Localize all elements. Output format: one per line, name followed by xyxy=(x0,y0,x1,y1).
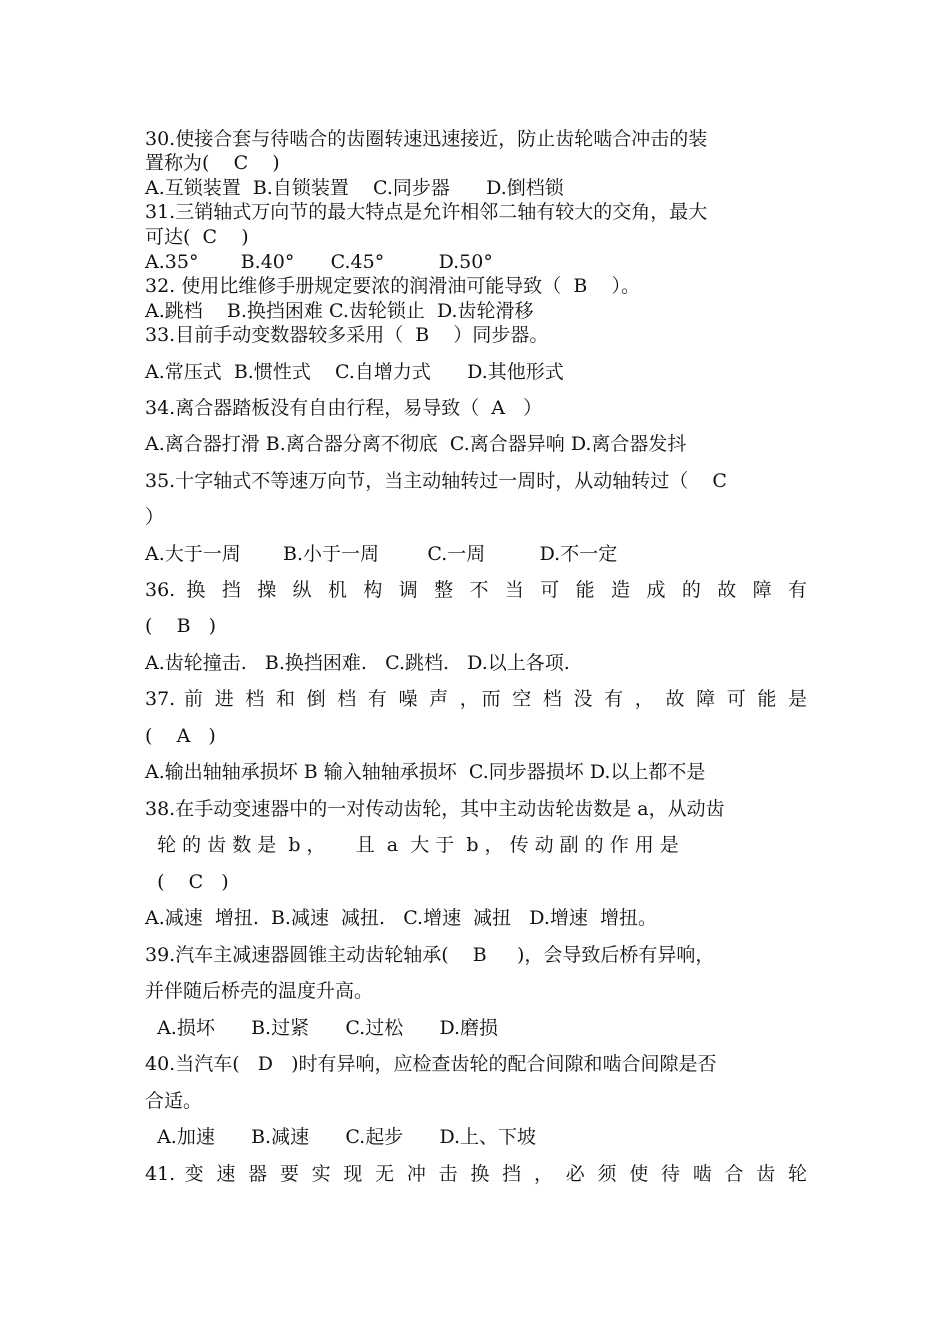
question-37-options: A.输出轴轴承损坏 B 输入轴轴承损坏 C.同步器损坏 D.以上都不是 xyxy=(145,761,706,783)
question-38-line-1: 38.在手动变速器中的一对传动齿轮，其中主动齿轮齿数是 a，从动齿 xyxy=(145,798,725,820)
question-40-line-1: 40.当汽车( D )时有异响，应检查齿轮的配合间隙和啮合间隙是否 xyxy=(145,1053,717,1075)
question-37-line-2: ( A ) xyxy=(145,725,216,747)
question-40-options: A.加速 B.减速 C.起步 D.上、下坡 xyxy=(145,1126,537,1148)
question-38-options: A.减速 增扭. B.减速 减扭. C.增速 减扭 D.增速 增扭。 xyxy=(145,907,657,929)
question-34-options: A.离合器打滑 B.离合器分离不彻底 C.离合器异响 D.离合器发抖 xyxy=(145,433,687,455)
question-35-line-2: ） xyxy=(145,506,165,528)
question-36-line-2: ( B ) xyxy=(145,615,217,637)
question-38-line-3: ( C ) xyxy=(145,871,229,893)
question-32-options: A.跳档 B.换挡困难 C.齿轮锁止 D.齿轮滑移 xyxy=(145,300,534,322)
question-39-line-2: 并伴随后桥壳的温度升高。 xyxy=(145,980,374,1002)
question-34-line-1: 34.离合器踏板没有自由行程，易导致（ A ） xyxy=(145,397,543,419)
question-33-options: A.常压式 B.惯性式 C.自增力式 D.其他形式 xyxy=(145,361,564,383)
question-41-line-1: 41. 变 速 器 要 实 现 无 冲 击 换 挡 ， 必 须 使 待 啮 合 齿 轮 xyxy=(145,1163,807,1185)
question-35-line-1: 35.十字轴式不等速万向节，当主动轴转过一周时，从动轴转过（ C xyxy=(145,470,727,492)
question-31-options: A.35° B.40° C.45° D.50° xyxy=(145,251,493,273)
question-30-options: A.互锁装置 B.自锁装置 C.同步器 D.倒档锁 xyxy=(145,177,564,199)
question-32-line-1: 32. 使用比维修手册规定要浓的润滑油可能导致（ B ）。 xyxy=(145,275,640,297)
question-39-line-1: 39.汽车主减速器圆锥主动齿轮轴承( B )，会导致后桥有异响， xyxy=(145,944,715,966)
question-38-line-2: 轮 的 齿 数 是 b ， 且 a 大 于 b ， 传 动 副 的 作 用 是 xyxy=(145,834,679,856)
question-31-line-2: 可达( C ) xyxy=(145,226,249,248)
question-31-line-1: 31.三销轴式万向节的最大特点是允许相邻二轴有较大的交角，最大 xyxy=(145,201,708,223)
question-33-line-1: 33.目前手动变数器较多采用（ B ）同步器。 xyxy=(145,324,549,346)
question-30-line-2: 置称为( C ) xyxy=(145,152,280,174)
question-30-line-1: 30.使接合套与待啮合的齿圈转速迅速接近，防止齿轮啮合冲击的装 xyxy=(145,128,708,150)
question-40-line-2: 合适。 xyxy=(145,1090,203,1112)
question-36-options: A.齿轮撞击. B.换挡困难. C.跳档. D.以上各项. xyxy=(145,652,570,674)
question-39-options: A.损坏 B.过紧 C.过松 D.磨损 xyxy=(145,1017,499,1039)
question-35-options: A.大于一周 B.小于一周 C.一周 D.不一定 xyxy=(145,543,618,565)
question-36-line-1: 36. 换 挡 操 纵 机 构 调 整 不 当 可 能 造 成 的 故 障 有 xyxy=(145,579,807,601)
question-37-line-1: 37. 前 进 档 和 倒 档 有 噪 声 ，而 空 档 没 有 ， 故 障 可 能 是 xyxy=(145,688,807,710)
